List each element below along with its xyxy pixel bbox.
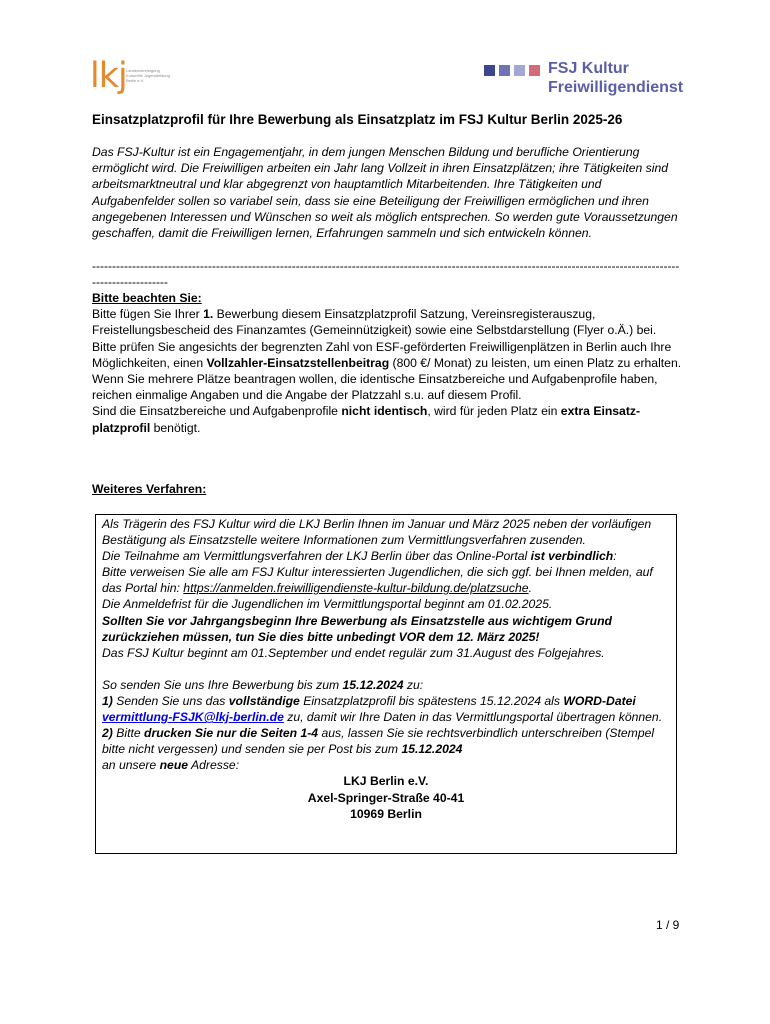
box-line: an unsere neue Adresse:: [102, 758, 240, 773]
notice-paragraph-4: Sind die Einsatzbereiche und Aufgabenprofile nicht identisch, wird für jeden Platz ein extra Einsatz-platzprofil benötigt.: [92, 404, 641, 435]
box-line: Als Trägerin des FSJ Kultur wird die LKJ Berlin Ihnen im Januar und März 2025 neben der vorläufigen Bestätigung als Einsatzstelle weitere Informationen zum Vermittlungsverfahren zusenden.: [102, 517, 652, 548]
logo-square-icon: [484, 65, 495, 76]
lkj-logo-subtext: Landesvereinigung Kulturelle Jugendbildung Berlin e.V.: [126, 68, 170, 83]
fsj-logo-title: FSJ Kultur: [548, 60, 629, 77]
box-line: 1) Senden Sie uns das vollständige Einsatzplatzprofil bis spätestens 15.12.2024 als WORD-Datei vermittlung-FSJK@lkj-berlin.de zu, damit wir Ihre Daten in das Vermittlungsportal übertragen können.: [102, 693, 663, 725]
document-title: Einsatzplatzprofil für Ihre Bewerbung als Einsatzplatz im FSJ Kultur Berlin 2025-26: [92, 112, 623, 127]
notice-heading: Bitte beachten Sie:: [92, 291, 202, 305]
lkj-logo: [90, 56, 200, 100]
logo-square-icon: [499, 65, 510, 76]
box-line: Die Anmeldefrist für die Jugendlichen im Vermittlungsportal beginnt am 01.02.2025.: [102, 597, 553, 612]
notice-paragraph-1: Bitte fügen Sie Ihrer 1. Bewerbung diesem Einsatzplatzprofil Satzung, Vereinsregisterauszug, Freistellungsbescheid des Finanzamtes (Gemeinnützigkeit) sowie eine Selbstdarstellung (Flyer o.Ä.) bei.: [92, 307, 657, 338]
procedure-box: [95, 514, 677, 854]
email-link[interactable]: vermittlung-FSJK@lkj-berlin.de: [102, 710, 284, 725]
box-line: 2) Bitte drucken Sie nur die Seiten 1-4 aus, lassen Sie sie rechtsverbindlich unterschreiben (Stempel bitte nicht vergessen) und senden sie per Post bis zum 15.12.2024: [102, 726, 655, 757]
notice-section: [92, 290, 682, 436]
box-line: Bitte verweisen Sie alle am FSJ Kultur interessierten Jugendlichen, die sich ggf. bei Ihnen melden, auf das Portal hin: https://anmelden.freiwilligendienste-kultur-bildung.de/platzsuche.: [102, 565, 653, 596]
box-line: Das FSJ Kultur beginnt am 01.September und endet regulär zum 31.August des Folgejahres.: [102, 645, 605, 660]
box-line: So senden Sie uns Ihre Bewerbung bis zum 15.12.2024 zu:: [102, 677, 424, 692]
address-line-2: Axel-Springer-Straße 40-41: [307, 790, 465, 805]
separator-line: ----------------------------------------------------------------------------------------------------------------------------------------------------------------------: [92, 259, 680, 289]
page-number: 1 / 9: [656, 918, 680, 932]
logo-square-icon: [514, 65, 525, 76]
lkj-logo-mark: lkj: [90, 56, 127, 96]
portal-link[interactable]: https://anmelden.freiwilligendienste-kultur-bildung.de/platzsuche: [183, 581, 529, 596]
address-line-3: 10969 Berlin: [350, 806, 422, 821]
fsj-logo-subtitle: Freiwilligendienst: [548, 79, 684, 96]
fsj-kultur-logo: [484, 62, 684, 102]
box-line-warning: Sollten Sie vor Jahrgangsbeginn Ihre Bewerbung als Einsatzstelle aus wichtigem Grund zurückziehen müssen, tun Sie dies bitte unbedingt VOR dem 12. März 2025!: [102, 613, 612, 644]
intro-paragraph: Das FSJ-Kultur ist ein Engagementjahr, in dem jungen Menschen Bildung und berufliche Orientierung ermöglicht wird. Die Freiwilligen arbeiten ein Jahr lang Vollzeit in ihren Einsatzplätzen; ihre Tätigkeiten sind arbeitsmarktneutral und klar abgegrenzt von hauptamtlich Mitarbeitenden. Ihre Tätigkeiten und Aufgabenfelder sollen so variabel sein, dass sie eine Beteiligung der Freiwilligen ermöglichen und ihren angegebenen Interessen und Wünschen so weit als möglich entsprechen. So werden gute Voraussetzungen geschaffen, damit die Freiwilligen lernen, Erfahrungen sammeln und sich entwickeln können.: [92, 145, 678, 241]
address-line-1: LKJ Berlin e.V.: [343, 774, 429, 789]
procedure-heading: Weiteres Verfahren:: [92, 482, 207, 496]
box-line: Die Teilnahme am Vermittlungsverfahren der LKJ Berlin über das Online-Portal ist verbindlich:: [102, 549, 617, 564]
notice-paragraph-2: Bitte prüfen Sie angesichts der begrenzten Zahl von ESF-geförderten Freiwilligenplätzen in Berlin auch Ihre Möglichkeiten, einen Vollzahler-Einsatzstellenbeitrag (800 €/ Monat) zu leisten, um einen Platz zu erhalten.: [92, 339, 682, 370]
logo-square-icon: [529, 65, 540, 76]
notice-paragraph-3: Wenn Sie mehrere Plätze beantragen wollen, die identische Einsatzbereiche und Aufgabenprofile haben, reichen einmalige Angaben und die Angabe der Platzzahl s.u. auf diesem Profil.: [92, 372, 658, 403]
